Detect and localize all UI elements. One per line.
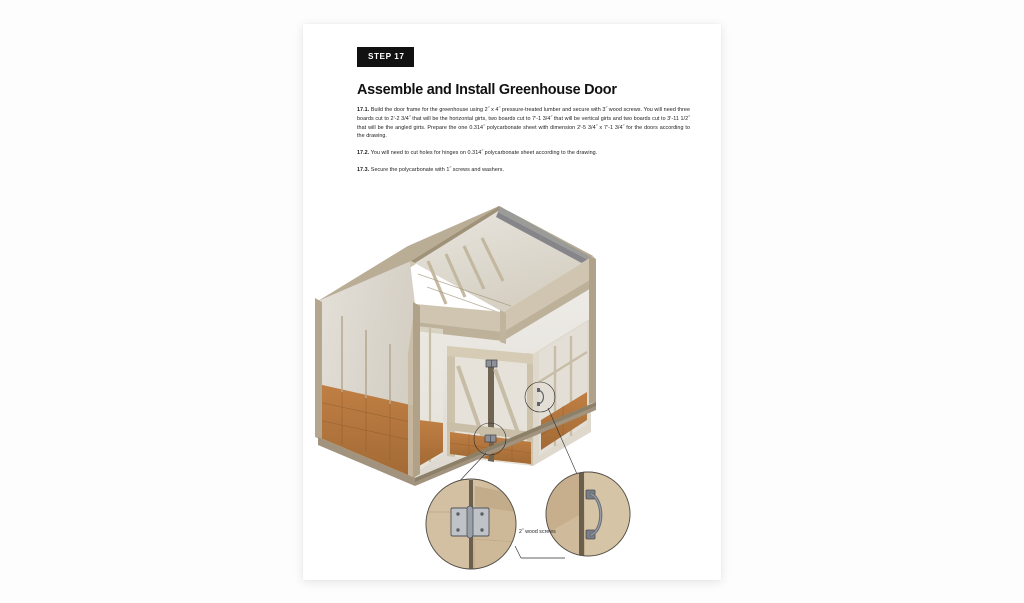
step-badge: STEP 17	[357, 47, 414, 67]
greenhouse-model	[315, 206, 596, 486]
paragraph-text: Build the door frame for the greenhouse using 2˝ x 4˝ pressure-treated lumber and secure with 3˝ wood screws. You will need three boards cut to 2ʹ-2 3/4˝ that will be the horizontal girts, two boards cut to 7ʹ-1 3/4˝ that will be vertical girts and two boards cut to 3ʹ-11 1/2˝ that will be the angled girts. Prepare the one 0.314˝ polycarbonate sheet with dimension 2ʹ-5 3/4˝ x 7ʹ-1 3/4˝ for the doors according to the drawing.	[357, 107, 690, 140]
left-glazed-bay	[417, 326, 443, 472]
instruction-paragraph	[357, 166, 690, 175]
paragraph-text: You will need to cut holes for hinges on 0.314˝ polycarbonate sheet according to the drawing.	[369, 150, 598, 156]
hinge-marker-upper	[486, 360, 497, 367]
detail-circle-hinge	[426, 479, 516, 570]
detail-circle-handle	[546, 470, 630, 558]
instruction-paragraph	[357, 106, 690, 141]
callout-label-wood-screws: 2˝ wood screws	[519, 529, 556, 535]
paragraph-number: 17.2.	[357, 150, 370, 156]
instruction-paragraph	[357, 149, 690, 158]
paragraph-text: Secure the polycarbonate with 1˝ screws and washers.	[369, 166, 505, 173]
page-title: Assemble and Install Greenhouse Door	[357, 82, 617, 98]
instruction-body	[357, 106, 690, 183]
butt-hinge	[451, 506, 489, 538]
document-page	[303, 24, 721, 580]
greenhouse-assembly-illustration	[303, 194, 721, 580]
paragraph-number: 17.1.	[357, 107, 370, 113]
paragraph-number: 17.3.	[357, 166, 370, 173]
